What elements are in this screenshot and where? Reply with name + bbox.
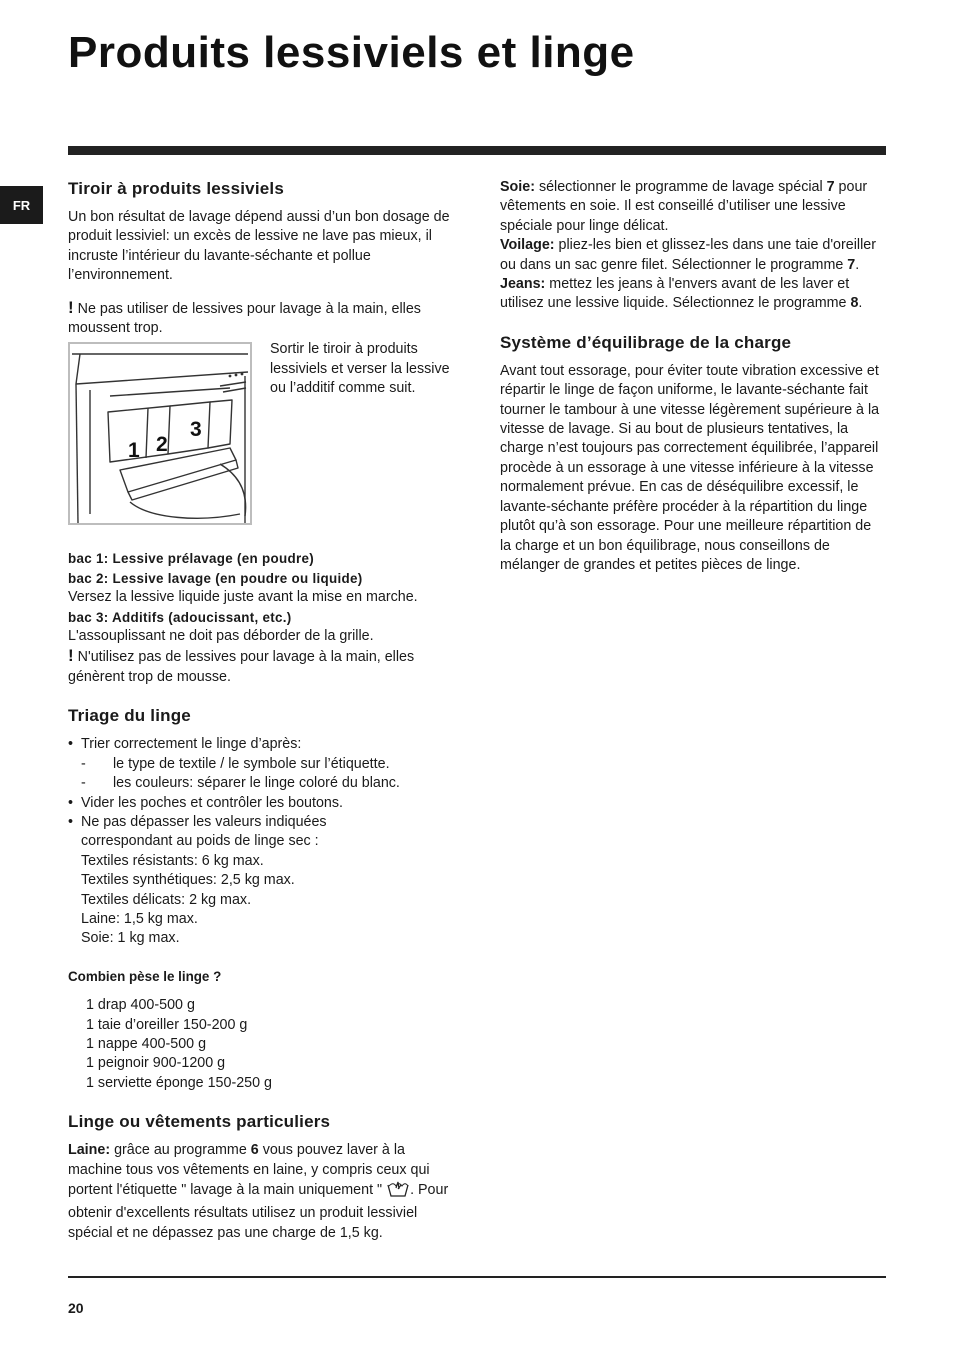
triage-sublist [68, 755, 456, 794]
weights-heading: Combien pèse le linge ? [68, 968, 222, 984]
warning-icon: ! [68, 297, 74, 317]
bac-3-note: L'assouplissant ne doit pas déborder de la grille. [68, 628, 374, 645]
section-heading-triage: Triage du linge [68, 706, 191, 726]
bac-2-note: Versez la lessive liquide juste avant la mise en marche. [68, 589, 418, 606]
drawer-instructions: Sortir le tiroir à produits lessiviels et verser la lessive ou l’additif comme suit. [270, 341, 450, 397]
soie-paragraph: Soie: sélectionner le programme de lavage spécial 7 pour vêtements en soie. Il est conseillé d’utiliser une lessive spéciale pour linge délicat. [500, 179, 868, 234]
page-title: Produits lessiviels et linge [68, 28, 635, 77]
footer-rule [68, 1276, 886, 1278]
list-item: - le type de textile / le symbole sur l’étiquette. [81, 755, 456, 774]
triage-list [68, 735, 456, 754]
right-column [500, 178, 886, 575]
jeans-paragraph: Jeans: mettez les jeans à l'envers avant de les laver et utilisez une lessive liquide. Sélectionnez le programme 8. [500, 276, 863, 312]
tiroir-warning-2: ! N'utilisez pas de lessives pour lavage à la main, elles génèrent trop de mousse. [68, 646, 415, 685]
tiroir-warning: ! Ne pas utiliser de lessives pour lavage à la main, elles moussent trop. [68, 297, 421, 337]
warning-icon: ! [68, 646, 74, 666]
list-item: 1 nappe 400-500 g [86, 1035, 207, 1052]
text-line: Textiles délicats: 2 kg max. [81, 891, 252, 908]
equilibrage-text: Avant tout essorage, pour éviter toute vibration excessive et répartir le linge de façon uniforme, le lavante-séchante fait tourner le tambour à une vitesse légèrement supérieure à la vitesse de lavage. Si au bout de plusieurs tentatives, la charge n’est toujours pas correctement équilibrée, l’appareil procède à un essorage à une vitesse inférieure à la vitesse normalement prévue. En cas de déséquilibre excessif, le lavante-séchante préfère procéder à la répartition du linge plutôt qu’à son essorage. Pour une meilleure répartition de la charge et un bon équilibrage, nous conseillons de mélanger de grandes et petites pièces de linge. [500, 362, 880, 573]
drawer-figure-block [68, 342, 456, 525]
section-heading-tiroir: Tiroir à produits lessiviels [68, 179, 284, 198]
detergent-drawer-icon [70, 344, 250, 523]
text-line: Laine: 1,5 kg max. [81, 910, 198, 927]
weight-limits [68, 832, 456, 948]
list-item: 1 peignoir 900-1200 g [86, 1055, 226, 1072]
list-item: 1 drap 400-500 g [86, 997, 195, 1014]
tiroir-intro: Un bon résultat de lavage dépend aussi d’un bon dosage de produit lessiviel: un excès de lessive ne lave pas mieux, il incruste l’intérieur du lavante-séchante et pollue l’environnement. [68, 209, 450, 284]
voilage-paragraph: Voilage: pliez-les bien et glissez-les dans une taie d'oreiller ou dans un sac genre filet. Sélectionner le programme 7. [500, 237, 876, 273]
laine-paragraph: Laine: grâce au programme 6 vous pouvez laver à la machine tous vos vêtements en laine, y compris ceux qui portent l'étiquette " lavage à la main uniquement " . Pour obtenir d'excellents résultats utilisez un produit lessiviel spécial et ne dépassez pas une charge de 1,5 kg. [68, 1142, 449, 1241]
list-item: • Vider les poches et contrôler les boutons. [68, 794, 456, 813]
compartment-label-3: 3 [190, 418, 202, 442]
text-line: correspondant au poids de linge sec : [81, 833, 319, 850]
text-line: Textiles synthétiques: 2,5 kg max. [81, 872, 295, 889]
section-heading-equilibrage: Système d’équilibrage de la charge [500, 332, 792, 352]
left-column [68, 178, 456, 1243]
page-number: 20 [68, 1300, 84, 1316]
detergent-drawer-illustration [68, 342, 252, 525]
text-line: Textiles résistants: 6 kg max. [81, 852, 264, 869]
list-item: 1 serviette éponge 150-250 g [86, 1074, 272, 1091]
title-rule [68, 146, 886, 155]
list-item: • Ne pas dépasser les valeurs indiquées [68, 813, 456, 832]
bac-3: bac 3: Additifs (adoucissant, etc.) [68, 609, 292, 625]
text-line: Soie: 1 kg max. [81, 930, 180, 947]
bac-1: bac 1: Lessive prélavage (en poudre) [68, 551, 314, 567]
bac-2: bac 2: Lessive lavage (en poudre ou liquide) [68, 570, 363, 586]
hand-wash-icon [386, 1180, 410, 1204]
compartment-label-1: 1 [128, 439, 140, 463]
list-item: • Trier correctement le linge d’après: [68, 735, 456, 754]
section-heading-particuliers: Linge ou vêtements particuliers [68, 1112, 331, 1132]
weights-list [68, 996, 456, 1093]
compartment-label-2: 2 [156, 433, 168, 457]
list-item: 1 taie d’oreiller 150-200 g [86, 1016, 248, 1033]
list-item: - les couleurs: séparer le linge coloré du blanc. [81, 774, 456, 793]
language-tab: FR [0, 186, 43, 224]
